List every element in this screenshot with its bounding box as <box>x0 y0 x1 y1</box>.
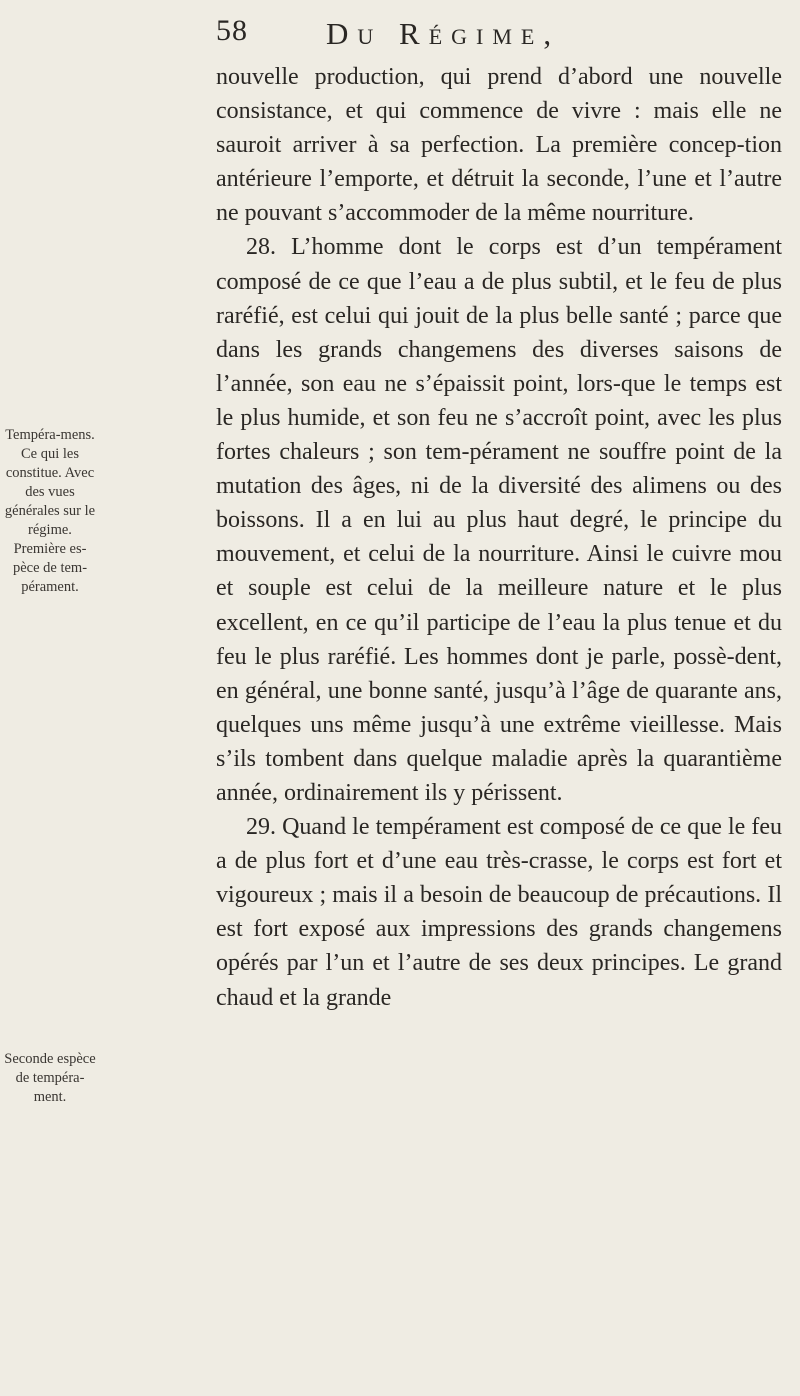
body-text <box>216 60 782 1015</box>
paragraph-continuation: nouvelle production, qui prend d’abord une nouvelle consistance, et qui commence de vivre : mais elle ne sauroit arriver à sa perfection. La première concep-tion antérieure l’emporte, et détruit la seconde, l’une et l’autre ne pouvant s’accommoder de la même nourriture. <box>216 64 782 227</box>
margin-note-temperaments: Tempéra-mens. Ce qui les constitue. Avec des vues générales sur le régime. Première es-pèce de tem-pérament. <box>4 427 96 595</box>
margin-note-second-temperament: Seconde espèce de tempéra-ment. <box>4 1051 96 1105</box>
page-header <box>216 14 776 58</box>
page-number: 58 <box>216 14 248 47</box>
paragraph-28: 28. L’homme dont le corps est d’un tempérament composé de ce que l’eau a de plus subtil, et le feu de plus raréfié, est celui qui jouit de la plus belle santé ; parce que dans les grands changemens des diverses saisons de l’année, son eau ne s’épaissit point, lors-que le temps est le plus humide, et son feu ne s’accroît point, avec les plus fortes chaleurs ; son tem-pérament ne souffre point de la mutation des âges, ni de la diversité des alimens ou des boissons. Il a en lui au plus haut degré, le principe du mouvement, et celui de la nourriture. Ainsi le cuivre mou et souple est celui de la meilleure nature et le plus excellent, en ce qu’il participe de l’eau la plus tenue et du feu le plus raréfié. Les hommes dont je parle, possè-dent, en général, une bonne santé, jusqu’à l’âge de quarante ans, quelques uns même jusqu’à une extrême vieillesse. Mais s’ils tombent dans quelque maladie après la quarantième année, ordinairement ils y périssent. <box>216 234 782 806</box>
paragraph-29: 29. Quand le tempérament est composé de ce que le feu a de plus fort et d’une eau très-crasse, le corps est fort et vigoureux ; mais il a besoin de beaucoup de précautions. Il est fort exposé aux impressions des grands changemens opérés par l’un et l’autre de ses deux principes. Le grand chaud et la grande <box>216 814 782 1011</box>
running-title: Du Régime, <box>326 16 561 51</box>
